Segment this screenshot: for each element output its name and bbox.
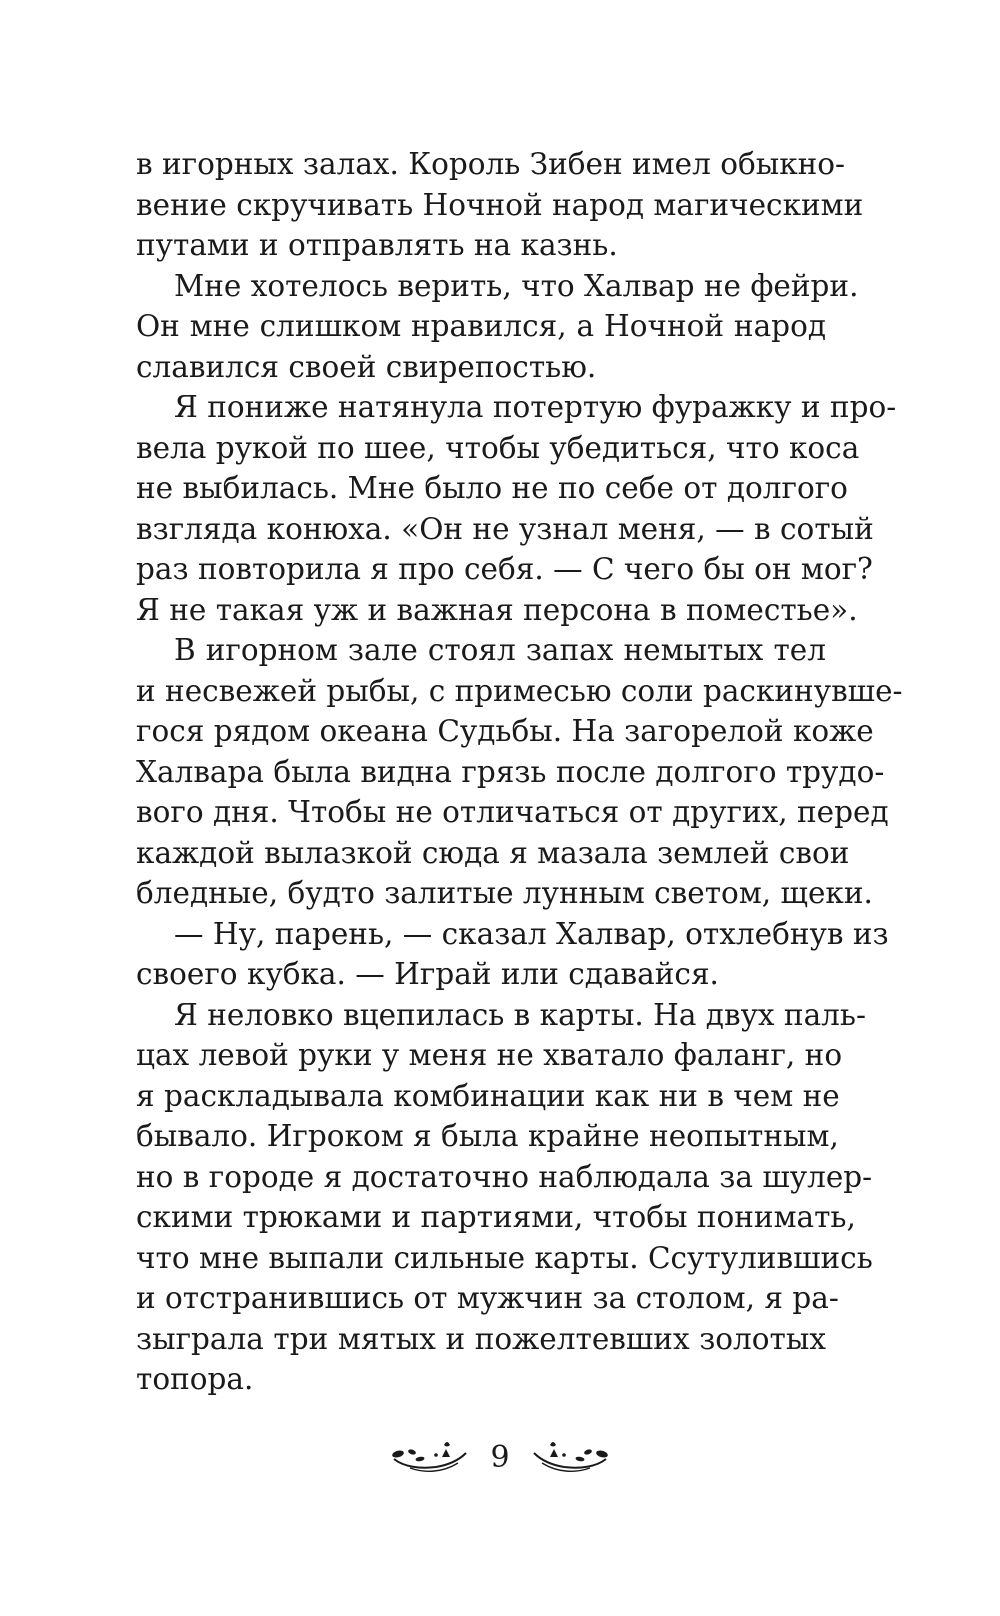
text-line: путами и отправлять на казнь.: [136, 228, 618, 262]
text-line: скими трюками и партиями, чтобы понимать,: [136, 1200, 856, 1234]
paragraph: [136, 266, 859, 388]
text-line: гося рядом океана Судьбы. На загорелой коже: [136, 714, 874, 748]
page-footer: [0, 1432, 1000, 1482]
text-line: Я не такая уж и важная персона в поместье».: [136, 592, 858, 627]
text-line: взгляда конюха. «Он не узнал меня, — в сотый: [136, 511, 874, 546]
text-line: бледные, будто залитые лунным светом, щеки.: [136, 876, 873, 910]
paragraph: [136, 144, 864, 266]
text-line: В игорном зале стоял запах немытых тел: [174, 633, 826, 667]
text-line: что мне выпали сильные карты. Ссутулившись: [136, 1240, 873, 1275]
text-line: Мне хотелось верить, что Халвар не фейри.: [174, 268, 859, 303]
text-line: в игорных залах. Король Зибен имел обыкно-: [136, 147, 846, 181]
text-line: Он мне слишком нравился, а Ночной народ: [136, 309, 826, 343]
floral-ornament-right-icon: [530, 1437, 610, 1477]
page-number: 9: [490, 1439, 510, 1475]
text-line: Я неловко вцепилась в карты. На двух паль-: [174, 997, 866, 1032]
paragraph: [136, 387, 897, 630]
text-line: и отстранившись от мужчин за столом, я ра-: [136, 1281, 839, 1315]
text-line: — Ну, парень, — сказал Халвар, отхлебнув из: [174, 916, 889, 951]
text-line: я раскладывала комбинации как ни в чем не: [136, 1078, 840, 1113]
text-line: и несвежей рыбы, с примесью соли раскинувше-: [136, 673, 903, 708]
text-line: вого дня. Чтобы не отличаться от других, перед: [136, 795, 889, 829]
text-line: вела рукой по шее, чтобы убедиться, что коса: [136, 430, 860, 465]
paragraph: [136, 914, 889, 995]
text-line: каждой вылазкой сюда я мазала землей свои: [136, 835, 850, 870]
text-line: вение скручивать Ночной народ магическими: [136, 187, 864, 222]
paragraph: [136, 630, 903, 914]
text-line: но в городе я достаточно наблюдала за шулер-: [136, 1159, 873, 1194]
body-text: [136, 144, 903, 1400]
text-line: топора.: [136, 1362, 254, 1396]
text-line: раз повторила я про себя. — С чего бы он мог?: [136, 552, 873, 586]
text-line: славился своей свирепостью.: [136, 349, 597, 384]
text-line: Я пониже натянула потертую фуражку и про-: [174, 390, 897, 424]
text-line: Халвара была видна грязь после долгого трудо-: [136, 754, 885, 789]
text-line: бывало. Игроком я была крайне неопытным,: [136, 1119, 839, 1153]
paragraph: [136, 995, 873, 1400]
text-line: зыграла три мятых и пожелтевших золотых: [136, 1321, 826, 1356]
text-line: своего кубка. — Играй или сдавайся.: [136, 957, 719, 991]
text-line: не выбилась. Мне было не по себе от долгого: [136, 471, 848, 505]
floral-ornament-left-icon: [390, 1437, 470, 1477]
text-line: цах левой руки у меня не хватало фаланг, но: [136, 1038, 843, 1072]
